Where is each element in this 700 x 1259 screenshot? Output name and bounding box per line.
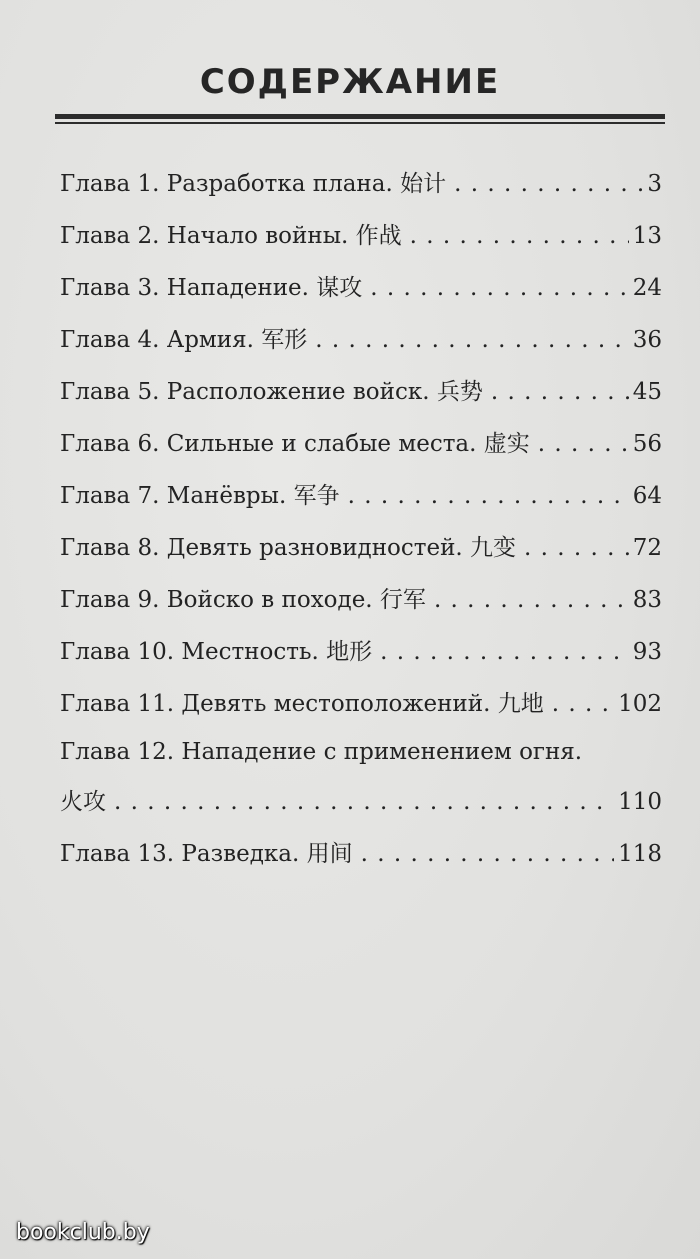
toc-entry xyxy=(60,529,662,581)
toc-entry-title: Глава 11. Девять местоположений. 九地 xyxy=(60,691,544,717)
toc-entry xyxy=(60,633,662,685)
toc-entry-title: Глава 12. Нападение с применением огня. xyxy=(60,739,583,765)
dot-leader xyxy=(538,431,629,457)
toc-entry-page: 45 xyxy=(632,379,662,405)
toc-entry-title: Глава 4. Армия. 军形 xyxy=(60,327,308,353)
dot-leader xyxy=(434,587,629,613)
dot-leader xyxy=(380,639,629,665)
toc-entry xyxy=(60,581,662,633)
toc-entry xyxy=(60,737,662,835)
toc-entry-title: Глава 9. Войско в походе. 行军 xyxy=(60,587,426,613)
dot-leader xyxy=(370,275,628,301)
toc-entry-page: 110 xyxy=(618,789,662,815)
title-rule-thick xyxy=(55,114,665,119)
toc-entry-page: 118 xyxy=(618,841,662,867)
toc-entry xyxy=(60,165,662,217)
toc-entry-page: 36 xyxy=(632,327,662,353)
toc-entry-page: 64 xyxy=(632,483,662,509)
dot-leader xyxy=(361,841,615,867)
site-watermark: bookclub.by xyxy=(16,1220,150,1245)
toc-entry-title: Глава 13. Разведка. 用间 xyxy=(60,841,353,867)
toc-entry-title: Глава 6. Сильные и слабые места. 虚实 xyxy=(60,431,530,457)
dot-leader xyxy=(348,483,629,509)
toc-entry xyxy=(60,425,662,477)
toc-entry-title: Глава 5. Расположение войск. 兵势 xyxy=(60,379,483,405)
toc-entry-page: 102 xyxy=(618,691,662,717)
toc-entry-page: 56 xyxy=(632,431,662,457)
toc-entry xyxy=(60,269,662,321)
toc-entry-page: 13 xyxy=(632,223,662,249)
toc-entry-title: Глава 8. Девять разновидностей. 九变 xyxy=(60,535,517,561)
toc-entry-title: Глава 7. Манёвры. 军争 xyxy=(60,483,340,509)
page-title: СОДЕРЖАНИЕ xyxy=(199,62,501,102)
toc-entry xyxy=(60,321,662,373)
toc-entry-page: 72 xyxy=(632,535,662,561)
dot-leader xyxy=(491,379,629,405)
dot-leader xyxy=(315,327,628,353)
title-rule-thin xyxy=(55,122,665,124)
dot-leader xyxy=(454,171,643,197)
dot-leader xyxy=(410,223,629,249)
dot-leader xyxy=(524,535,629,561)
toc-entry xyxy=(60,217,662,269)
toc-entry xyxy=(60,477,662,529)
toc-entry-page: 93 xyxy=(632,639,662,665)
toc-entry-title: Глава 3. Нападение. 谋攻 xyxy=(60,275,363,301)
toc-entry-page: 3 xyxy=(647,171,662,197)
dot-leader xyxy=(552,691,614,717)
dot-leader xyxy=(114,789,614,815)
toc-entry-title: Глава 10. Местность. 地形 xyxy=(60,639,373,665)
toc-entry xyxy=(60,685,662,737)
toc-entry xyxy=(60,835,662,887)
table-of-contents xyxy=(60,165,662,887)
toc-entry-title: Глава 1. Разработка плана. 始计 xyxy=(60,171,447,197)
toc-entry-page: 24 xyxy=(632,275,662,301)
toc-entry-title-continued: 火攻 xyxy=(60,789,106,815)
toc-entry xyxy=(60,373,662,425)
toc-entry-page: 83 xyxy=(632,587,662,613)
toc-entry-title: Глава 2. Начало войны. 作战 xyxy=(60,223,402,249)
toc-entry-continuation xyxy=(60,783,662,835)
